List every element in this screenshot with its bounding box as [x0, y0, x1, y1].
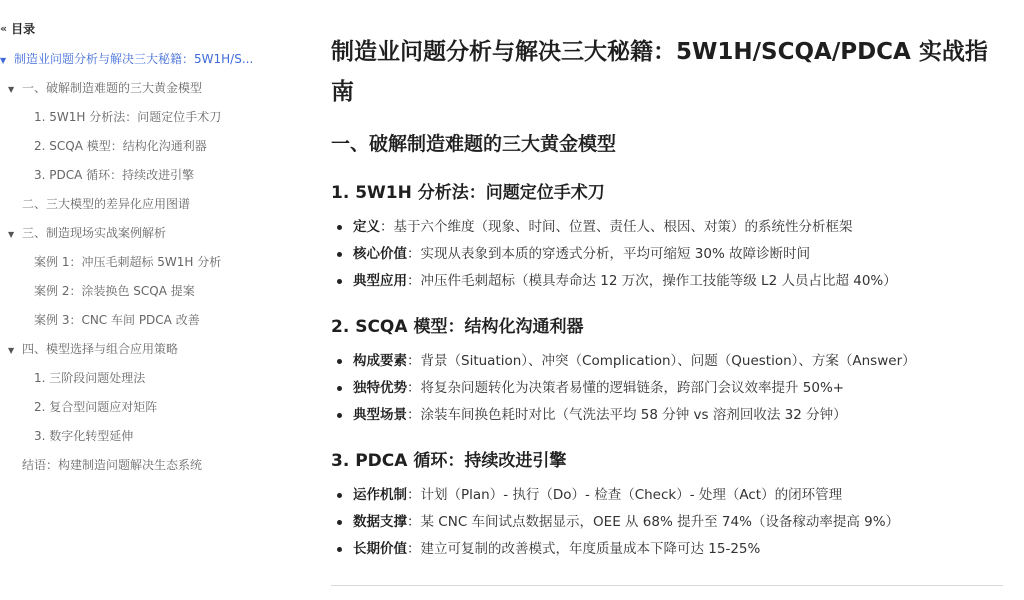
list-item: 核心价值：实现从表象到本质的穿透式分析，平均可缩短 30% 故障诊断时间	[331, 241, 897, 268]
toc-item-section-1[interactable]: ▼ 一、破解制造难题的三大黄金模型	[8, 80, 202, 98]
collapse-chevron-icon[interactable]: «	[0, 22, 8, 35]
expand-triangle-icon[interactable]: ▼	[8, 230, 15, 239]
expand-triangle-icon[interactable]: ▼	[8, 85, 15, 94]
toc-item-matrix[interactable]: 2. 复合型问题应对矩阵	[34, 400, 158, 414]
horizontal-divider	[331, 585, 1003, 586]
toc-item-scqa[interactable]: 2. SCQA 模型：结构化沟通利器	[34, 139, 207, 153]
subheading-5w1h: 1. 5W1H 分析法：问题定位手术刀	[331, 183, 605, 203]
section-heading-1: 一、破解制造难题的三大黄金模型	[331, 133, 617, 155]
toc-header[interactable]	[0, 20, 35, 37]
toc-sidebar	[0, 0, 300, 600]
toc-item-case-1[interactable]: 案例 1：冲压毛刺超标 5W1H 分析	[34, 255, 222, 269]
toc-item-pdca[interactable]: 3. PDCA 循环：持续改进引擎	[34, 168, 195, 182]
bullet-list-5w1h	[331, 214, 897, 295]
toc-item-digital[interactable]: 3. 数字化转型延伸	[34, 429, 134, 443]
toc-item-case-3[interactable]: 案例 3：CNC 车间 PDCA 改善	[34, 313, 200, 327]
page-title: 制造业问题分析与解决三大秘籍：5W1H/SCQA/PDCA 实战指南	[331, 39, 988, 105]
toc-item-section-4[interactable]: ▼ 四、模型选择与组合应用策略	[8, 341, 178, 359]
toc-item-section-2[interactable]: 二、三大模型的差异化应用图谱	[22, 197, 191, 211]
list-item: 典型应用：冲压件毛刺超标（模具寿命达 12 万次，操作工技能等级 L2 人员占比超 40%）	[331, 268, 897, 295]
subheading-pdca: 3. PDCA 循环：持续改进引擎	[331, 451, 567, 471]
toc-title: 目录	[11, 22, 36, 36]
bullet-list-pdca	[331, 482, 899, 563]
toc-item-section-3[interactable]: ▼ 三、制造现场实战案例解析	[8, 225, 166, 243]
toc-item-case-2[interactable]: 案例 2：涂装换色 SCQA 提案	[34, 284, 195, 298]
toc-item-doc-title[interactable]: ▼ 制造业问题分析与解决三大秘籍：5W1H/S...	[0, 51, 262, 69]
list-item: 长期价值：建立可复制的改善模式，年度质量成本下降可达 15-25%	[331, 536, 899, 563]
list-item: 数据支撑：某 CNC 车间试点数据显示，OEE 从 68% 提升至 74%（设备稼动率提高 9%）	[331, 509, 899, 536]
expand-triangle-icon[interactable]: ▼	[0, 56, 7, 65]
list-item: 运作机制：计划（Plan）- 执行（Do）- 检查（Check）- 处理（Act）的闭环管理	[331, 482, 899, 509]
list-item: 定义：基于六个维度（现象、时间、位置、责任人、根因、对策）的系统性分析框架	[331, 214, 897, 241]
list-item: 构成要素：背景（Situation）、冲突（Complication）、问题（Question）、方案（Answer）	[331, 348, 916, 375]
list-item: 独特优势：将复杂问题转化为决策者易懂的逻辑链条，跨部门会议效率提升 50%+	[331, 375, 916, 402]
bullet-list-scqa	[331, 348, 916, 429]
toc-item-three-stage[interactable]: 1. 三阶段问题处理法	[34, 371, 146, 385]
toc-item-5w1h[interactable]: 1. 5W1H 分析法：问题定位手术刀	[34, 110, 222, 124]
expand-triangle-icon[interactable]: ▼	[8, 346, 15, 355]
list-item: 典型场景：涂装车间换色耗时对比（气洗法平均 58 分钟 vs 溶剂回收法 32 分钟）	[331, 402, 916, 429]
toc-item-conclusion[interactable]: 结语：构建制造问题解决生态系统	[22, 458, 203, 472]
subheading-scqa: 2. SCQA 模型：结构化沟通利器	[331, 317, 584, 337]
